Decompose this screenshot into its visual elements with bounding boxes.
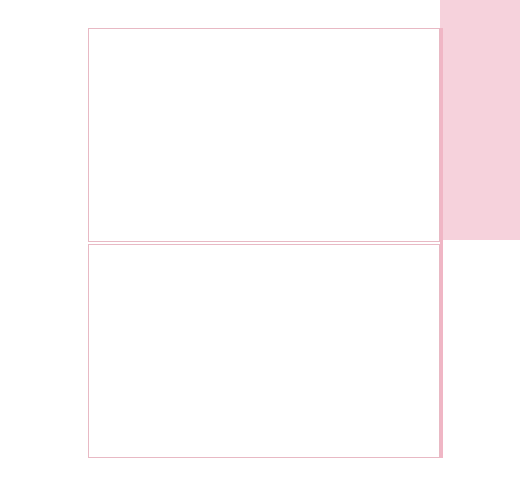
sidebar-rule [440,28,443,458]
sidebar-band [440,0,520,240]
page-body [88,28,440,458]
bottom-panel [88,244,440,458]
top-panel [88,28,440,242]
